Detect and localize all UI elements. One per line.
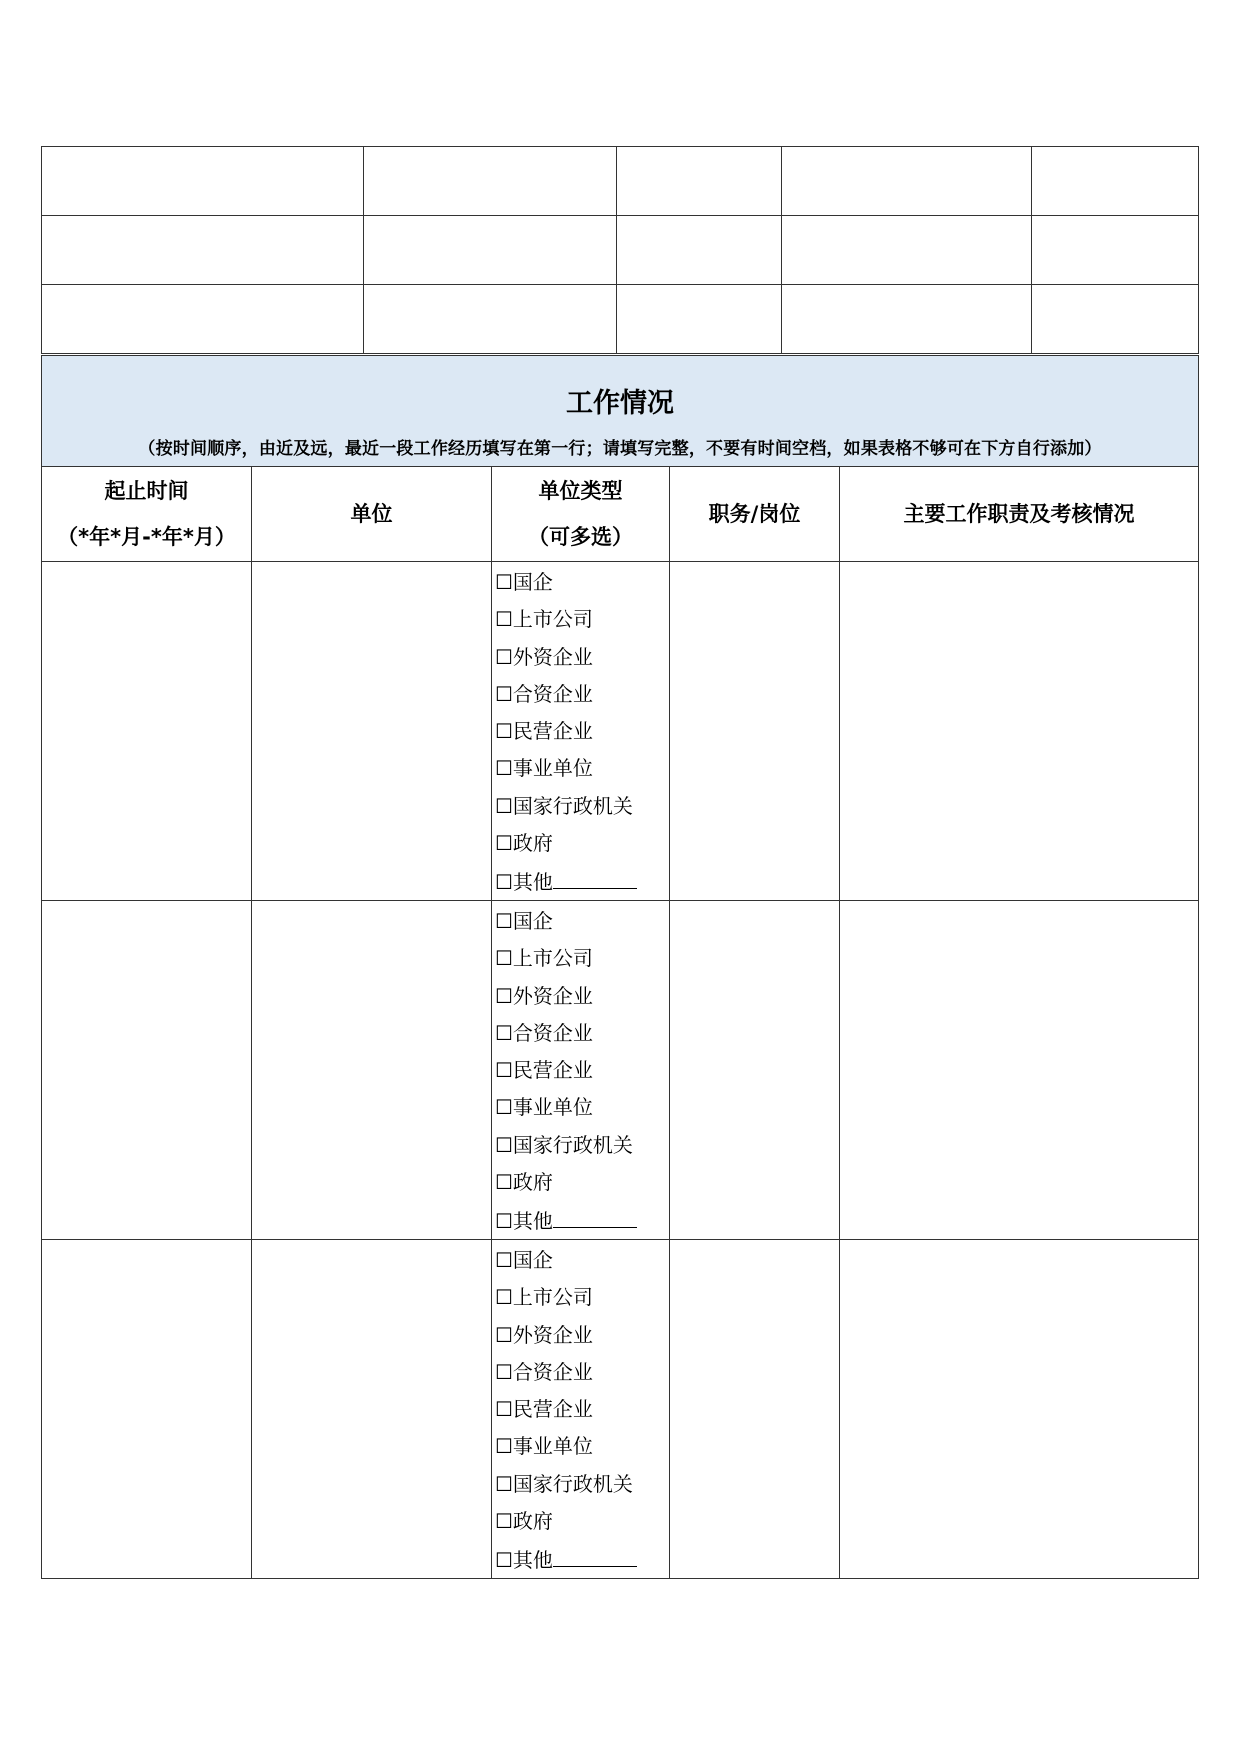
unit-cell[interactable] (252, 1240, 492, 1579)
checkbox-option-joint-venture[interactable]: ☐合资企业 (495, 1020, 593, 1045)
option-other-label: ☐其他 (495, 1548, 553, 1573)
checkbox-option-state-owned[interactable]: ☐国企 (495, 570, 553, 594)
checkbox-option-state-owned[interactable]: ☐国企 (495, 1248, 553, 1272)
position-cell[interactable] (670, 1240, 840, 1579)
duties-cell[interactable] (840, 901, 1199, 1240)
blank-cell[interactable] (782, 147, 1032, 216)
header-period (42, 467, 252, 562)
checkbox-option-state-agency[interactable]: ☐国家行政机关 (495, 1471, 633, 1496)
blank-cell[interactable] (617, 216, 782, 285)
checkbox-option-public-institution[interactable]: ☐事业单位 (495, 1095, 593, 1120)
work-entry-row (42, 1240, 1199, 1579)
section-header-row (42, 356, 1199, 467)
blank-cell[interactable] (42, 147, 364, 216)
blank-cell[interactable] (1032, 216, 1199, 285)
period-cell[interactable] (42, 1240, 252, 1579)
option-other-label: ☐其他 (495, 870, 553, 895)
blank-cell[interactable] (617, 147, 782, 216)
previous-row (42, 285, 1199, 354)
checkbox-option-foreign-enterprise[interactable]: ☐外资企业 (495, 983, 593, 1008)
blank-cell[interactable] (617, 285, 782, 354)
blank-cell[interactable] (42, 216, 364, 285)
other-fill-blank[interactable] (553, 1201, 637, 1228)
header-unit: 单位 (252, 467, 492, 562)
checkbox-option-listed-company[interactable]: ☐上市公司 (495, 607, 593, 632)
checkbox-option-public-institution[interactable]: ☐事业单位 (495, 756, 593, 781)
unit-type-cell (492, 901, 670, 1240)
section-note: （按时间顺序，由近及远，最近一段工作经历填写在第一行；请填写完整，不要有时间空档，如果表格不够可在下方自行添加） (138, 439, 1102, 459)
checkbox-option-government[interactable]: ☐政府 (495, 1509, 553, 1534)
checkbox-option-private-enterprise[interactable]: ☐民营企业 (495, 1397, 593, 1422)
checkbox-option-other[interactable] (495, 1540, 669, 1577)
blank-cell[interactable] (782, 216, 1032, 285)
unit-cell[interactable] (252, 901, 492, 1240)
position-cell[interactable] (670, 901, 840, 1240)
work-entry-row (42, 562, 1199, 901)
unit-cell[interactable] (252, 562, 492, 901)
checkbox-option-state-owned[interactable]: ☐国企 (495, 909, 553, 933)
header-unit-type-line1: 单位类型 (538, 479, 623, 503)
checkbox-option-other[interactable] (495, 1201, 669, 1238)
work-experience-table (41, 355, 1199, 1579)
period-cell[interactable] (42, 901, 252, 1240)
section-title: 工作情况 (566, 388, 675, 419)
checkbox-option-government[interactable]: ☐政府 (495, 831, 553, 856)
blank-cell[interactable] (1032, 147, 1199, 216)
checkbox-option-foreign-enterprise[interactable]: ☐外资企业 (495, 644, 593, 669)
header-position: 职务/岗位 (670, 467, 840, 562)
duties-cell[interactable] (840, 1240, 1199, 1579)
checkbox-option-listed-company[interactable]: ☐上市公司 (495, 1285, 593, 1310)
column-header-row (42, 467, 1199, 562)
checkbox-option-joint-venture[interactable]: ☐合资企业 (495, 681, 593, 706)
blank-cell[interactable] (42, 285, 364, 354)
checkbox-option-private-enterprise[interactable]: ☐民营企业 (495, 1058, 593, 1083)
duties-cell[interactable] (840, 562, 1199, 901)
blank-cell[interactable] (364, 216, 617, 285)
other-fill-blank[interactable] (553, 1540, 637, 1567)
checkbox-option-joint-venture[interactable]: ☐合资企业 (495, 1359, 593, 1384)
period-cell[interactable] (42, 562, 252, 901)
checkbox-option-listed-company[interactable]: ☐上市公司 (495, 946, 593, 971)
checkbox-option-state-agency[interactable]: ☐国家行政机关 (495, 793, 633, 818)
checkbox-option-other[interactable] (495, 862, 669, 899)
checkbox-option-private-enterprise[interactable]: ☐民营企业 (495, 719, 593, 744)
blank-cell[interactable] (364, 147, 617, 216)
blank-cell[interactable] (1032, 285, 1199, 354)
previous-section-table (41, 146, 1199, 354)
checkbox-option-public-institution[interactable]: ☐事业单位 (495, 1434, 593, 1459)
header-unit-type (492, 467, 670, 562)
checkbox-option-government[interactable]: ☐政府 (495, 1170, 553, 1195)
checkbox-option-state-agency[interactable]: ☐国家行政机关 (495, 1132, 633, 1157)
header-period-line1: 起止时间 (104, 479, 189, 503)
previous-row (42, 216, 1199, 285)
unit-type-cell (492, 562, 670, 901)
header-period-line2: （*年*月-*年*月） (57, 525, 236, 549)
header-unit-type-line2: （可多选） (528, 525, 633, 549)
option-other-label: ☐其他 (495, 1209, 553, 1234)
unit-type-cell (492, 1240, 670, 1579)
work-entry-row (42, 901, 1199, 1240)
other-fill-blank[interactable] (553, 862, 637, 889)
position-cell[interactable] (670, 562, 840, 901)
section-header (42, 356, 1199, 467)
checkbox-option-foreign-enterprise[interactable]: ☐外资企业 (495, 1322, 593, 1347)
blank-cell[interactable] (364, 285, 617, 354)
blank-cell[interactable] (782, 285, 1032, 354)
header-duties: 主要工作职责及考核情况 (840, 467, 1199, 562)
previous-row (42, 147, 1199, 216)
